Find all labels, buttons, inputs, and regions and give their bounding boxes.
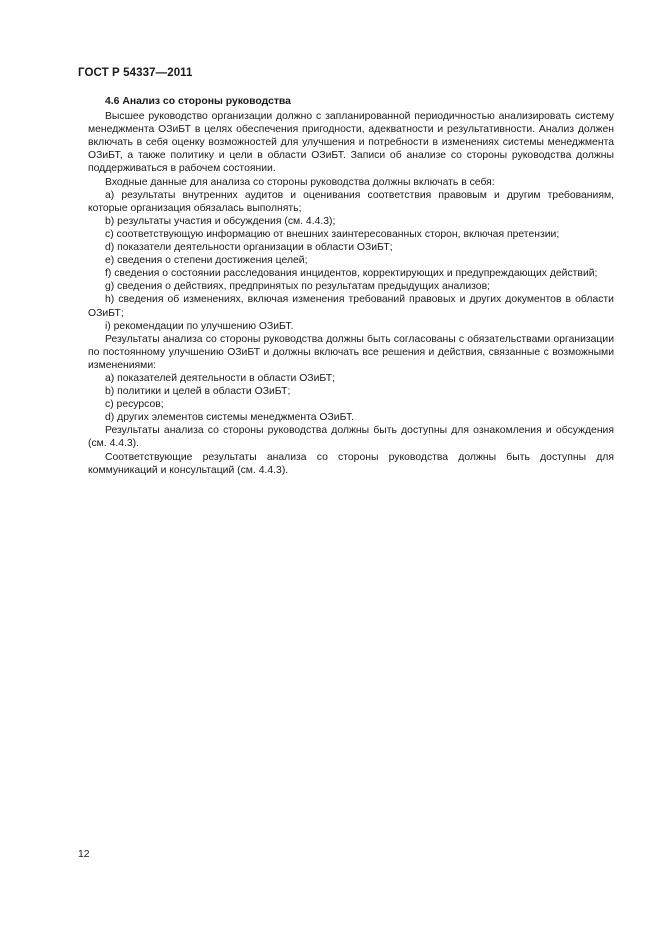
communication-paragraph: Соответствующие результаты анализа со стороны руководства должны быть доступны для коммуникаций и консультаций (см. 4.4.3). (88, 451, 614, 476)
list-item: d) показатели деятельности организации в области ОЗиБТ; (105, 242, 393, 254)
list-item: g) сведения о действиях, предпринятых по результатам предыдущих анализов; (105, 281, 490, 293)
list-item: c) ресурсов; (105, 399, 164, 411)
list-item: d) других элементов системы менеджмента ОЗиБТ. (105, 412, 355, 424)
list-item: c) соответствующую информацию от внешних заинтересованных сторон, включая претензии; (105, 228, 560, 240)
outputs-lead-paragraph: Результаты анализа со стороны руководства должны быть согласованы с обязательствами организации по постоянному улучшению ОЗиБТ и должны включать все решения и действия, связанные с возможными изменениями: (88, 333, 614, 371)
list-item: a) результаты внутренних аудитов и оценивания соответствия правовым и другим требованиям, которые организация обязалась выполнять; (88, 189, 614, 214)
document-header: ГОСТ Р 54337—2011 (78, 67, 193, 79)
list-item: b) политики и целей в области ОЗиБТ; (105, 386, 291, 398)
section-intro-paragraph: Высшее руководство организации должно с запланированной периодичностью анализировать систему менеджмента ОЗиБТ в целях обеспечения пригодности, адекватности и результативности. Анализ должен включать в себя оценку возможностей для улучшения и потребности в изменениях системы менеджмента ОЗиБТ, а также политику и цели в области ОЗиБТ. Записи об анализе со стороны руководства должны поддерживаться в рабочем состоянии. (88, 111, 614, 175)
list-item: i) рекомендации по улучшению ОЗиБТ. (105, 320, 294, 332)
list-item: a) показателей деятельности в области ОЗиБТ; (105, 372, 335, 384)
page-number: 12 (78, 849, 90, 860)
list-item: h) сведения об изменениях, включая изменения требований правовых и других документов в области ОЗиБТ; (88, 294, 614, 319)
section-content (88, 95, 614, 477)
list-item: f) сведения о состоянии расследования инцидентов, корректирующих и предупреждающих действий; (105, 268, 598, 280)
list-item: e) сведения о степени достижения целей; (105, 255, 308, 267)
outputs-list (88, 372, 614, 424)
inputs-list (88, 189, 614, 333)
inputs-lead-paragraph: Входные данные для анализа со стороны руководства должны включать в себя: (105, 176, 495, 188)
section-title: 4.6 Анализ со стороны руководства (105, 96, 291, 107)
availability-paragraph: Результаты анализа со стороны руководства должны быть доступны для ознакомления и обсуждения (см. 4.4.3). (88, 425, 614, 450)
list-item: b) результаты участия и обсуждения (см. 4.4.3); (105, 215, 336, 227)
